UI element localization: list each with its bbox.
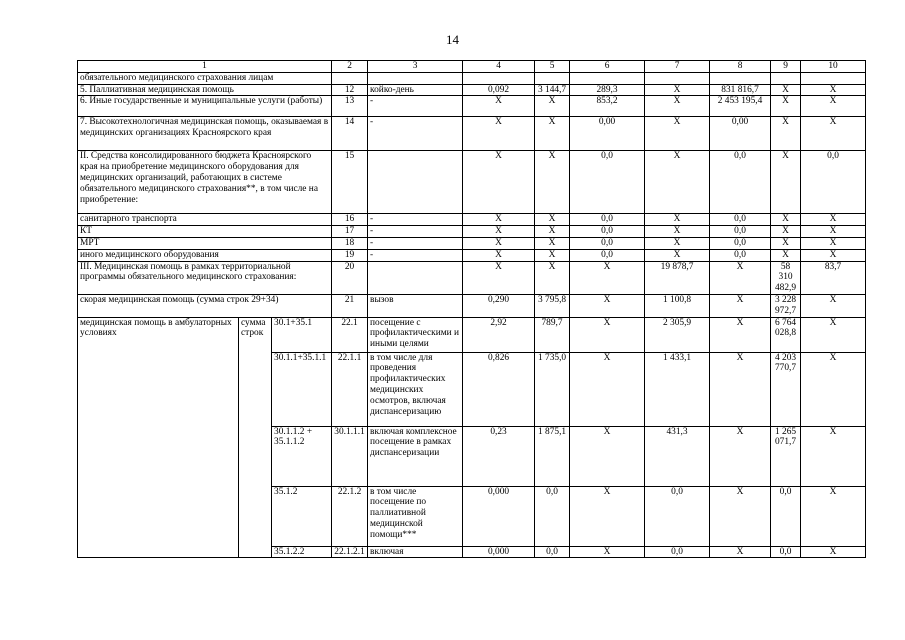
table-cell: X bbox=[801, 426, 866, 486]
table-cell: включая bbox=[368, 546, 463, 558]
table-row bbox=[78, 96, 866, 117]
header-cell: 8 bbox=[710, 61, 771, 73]
table-cell: X bbox=[570, 546, 645, 558]
table-cell: 0,0 bbox=[570, 151, 645, 214]
table-cell: 0,0 bbox=[570, 249, 645, 261]
table-cell: X bbox=[771, 226, 801, 238]
table-cell: 789,7 bbox=[535, 317, 570, 352]
sum-label: сумма строк bbox=[239, 317, 272, 558]
table-cell: 1 735,0 bbox=[535, 352, 570, 426]
table-cell: X bbox=[801, 317, 866, 352]
table-cell: 0,0 bbox=[710, 151, 771, 214]
table-cell: 853,2 bbox=[570, 96, 645, 117]
table-cell: 35.1.2 bbox=[272, 486, 332, 546]
row-label: МРТ bbox=[78, 237, 332, 249]
table-cell: 431,3 bbox=[645, 426, 710, 486]
row-label: III. Медицинская помощь в рамках территориальной программы обязательного медицинского страхования: bbox=[78, 261, 332, 294]
table-cell: X bbox=[570, 261, 645, 294]
table-row bbox=[78, 84, 866, 96]
table-row bbox=[78, 214, 866, 226]
table-cell bbox=[570, 72, 645, 84]
header-cell: 1 bbox=[78, 61, 332, 73]
table-cell: 30.1.1.2 + 35.1.1.2 bbox=[272, 426, 332, 486]
table-cell: 3 228 972,7 bbox=[771, 294, 801, 317]
table-cell: 0,00 bbox=[570, 117, 645, 151]
table-cell: X bbox=[535, 249, 570, 261]
table-cell: X bbox=[463, 237, 535, 249]
table-row bbox=[78, 72, 866, 84]
table-row bbox=[78, 226, 866, 238]
table-cell: 3 795,8 bbox=[535, 294, 570, 317]
row-label: обязательного медицинского страхования лицам bbox=[78, 72, 332, 84]
table-cell bbox=[368, 261, 463, 294]
row-label: 5. Паллиативная медицинская помощь bbox=[78, 84, 332, 96]
table-cell: X bbox=[463, 226, 535, 238]
header-cell: 9 bbox=[771, 61, 801, 73]
table-cell: X bbox=[645, 226, 710, 238]
header-cell: 7 bbox=[645, 61, 710, 73]
table-cell: X bbox=[801, 352, 866, 426]
table-cell: X bbox=[535, 237, 570, 249]
table-cell: 0,0 bbox=[710, 249, 771, 261]
table-cell: 0,0 bbox=[710, 214, 771, 226]
table-cell: 0,0 bbox=[771, 546, 801, 558]
table-cell: X bbox=[570, 486, 645, 546]
row-label: медицинская помощь в амбулаторных условиях bbox=[78, 317, 239, 558]
table-cell: 22.1.2 bbox=[332, 486, 368, 546]
table-cell: X bbox=[801, 214, 866, 226]
table-cell: 0,0 bbox=[570, 226, 645, 238]
table-cell: - bbox=[368, 96, 463, 117]
table-cell: 16 bbox=[332, 214, 368, 226]
table-cell: 22.1.2.1 bbox=[332, 546, 368, 558]
table-cell: вызов bbox=[368, 294, 463, 317]
table-cell: 1 100,8 bbox=[645, 294, 710, 317]
table-cell: 0,092 bbox=[463, 84, 535, 96]
table-cell: 17 bbox=[332, 226, 368, 238]
table-cell: X bbox=[463, 249, 535, 261]
table-cell: 1 433,1 bbox=[645, 352, 710, 426]
table-cell: X bbox=[645, 117, 710, 151]
tariff-table bbox=[77, 60, 866, 558]
table-cell: 0,0 bbox=[645, 546, 710, 558]
table-cell: X bbox=[645, 214, 710, 226]
row-label: 7. Высокотехнологичная медицинская помощь, оказываемая в медицинских организациях Красноярского края bbox=[78, 117, 332, 151]
table-cell: 30.1.1.1 bbox=[332, 426, 368, 486]
table-cell bbox=[710, 72, 771, 84]
table-cell: в том числе для проведения профилактических медицинских осмотров, включая диспансеризацию bbox=[368, 352, 463, 426]
header-cell: 5 bbox=[535, 61, 570, 73]
table-cell: посещение с профилактическими и иными целями bbox=[368, 317, 463, 352]
table-cell: X bbox=[645, 249, 710, 261]
table-row bbox=[78, 117, 866, 151]
table-cell: 0,0 bbox=[535, 486, 570, 546]
table-row bbox=[78, 317, 866, 352]
table-cell: 12 bbox=[332, 84, 368, 96]
table-cell: койко-день bbox=[368, 84, 463, 96]
table-cell: включая комплексное посещение в рамках диспансеризации bbox=[368, 426, 463, 486]
table-cell: X bbox=[710, 486, 771, 546]
table-cell: 1 875,1 bbox=[535, 426, 570, 486]
table-row bbox=[78, 294, 866, 317]
table-cell: X bbox=[771, 117, 801, 151]
header-cell: 10 bbox=[801, 61, 866, 73]
table-row bbox=[78, 237, 866, 249]
page-number: 14 bbox=[446, 32, 459, 47]
row-label: 6. Иные государственные и муниципальные услуги (работы) bbox=[78, 96, 332, 117]
table-cell: X bbox=[771, 214, 801, 226]
table-cell: X bbox=[463, 261, 535, 294]
table-row bbox=[78, 261, 866, 294]
table-cell: 21 bbox=[332, 294, 368, 317]
table-cell: в том числе посещение по паллиативной медицинской помощи*** bbox=[368, 486, 463, 546]
table-cell: X bbox=[535, 214, 570, 226]
table-cell: X bbox=[535, 261, 570, 294]
table-cell: X bbox=[710, 352, 771, 426]
table-cell: X bbox=[801, 117, 866, 151]
table-cell bbox=[463, 72, 535, 84]
table-cell: X bbox=[801, 486, 866, 546]
header-cell: 6 bbox=[570, 61, 645, 73]
table-cell: 6 764 028,8 bbox=[771, 317, 801, 352]
table-cell: 15 bbox=[332, 151, 368, 214]
table-cell: X bbox=[535, 151, 570, 214]
table-cell: 0,290 bbox=[463, 294, 535, 317]
table-cell: X bbox=[771, 249, 801, 261]
table-cell: X bbox=[570, 294, 645, 317]
row-label: II. Средства консолидированного бюджета Красноярского края на приобретение медицинского оборудования для медицинских организаций, работающих в системе обязательного медицинского страхования**, в том числе на приобретение: bbox=[78, 151, 332, 214]
table-cell: 0,0 bbox=[645, 486, 710, 546]
table-cell: 18 bbox=[332, 237, 368, 249]
table-cell: X bbox=[535, 117, 570, 151]
table-cell: 4 203 770,7 bbox=[771, 352, 801, 426]
table-cell: 22.1.1 bbox=[332, 352, 368, 426]
header-row bbox=[78, 61, 866, 73]
table-cell: X bbox=[645, 84, 710, 96]
table-cell: 13 bbox=[332, 96, 368, 117]
table-cell: 83,7 bbox=[801, 261, 866, 294]
table-cell: X bbox=[771, 96, 801, 117]
table-cell: 0,000 bbox=[463, 486, 535, 546]
table-cell bbox=[801, 72, 866, 84]
table-cell: X bbox=[801, 249, 866, 261]
table-cell: X bbox=[463, 214, 535, 226]
table-cell: 35.1.2.2 bbox=[272, 546, 332, 558]
table-cell: 19 878,7 bbox=[645, 261, 710, 294]
table-cell: 0,0 bbox=[570, 214, 645, 226]
table-cell: X bbox=[570, 426, 645, 486]
table-cell: X bbox=[801, 226, 866, 238]
table-cell: - bbox=[368, 117, 463, 151]
table-cell: X bbox=[463, 151, 535, 214]
table-cell bbox=[332, 72, 368, 84]
table-row bbox=[78, 151, 866, 214]
table-cell: 0,0 bbox=[801, 151, 866, 214]
table-cell: X bbox=[645, 237, 710, 249]
table-cell: 1 265 071,7 bbox=[771, 426, 801, 486]
table-cell: X bbox=[710, 426, 771, 486]
table-cell: X bbox=[463, 117, 535, 151]
table-cell: X bbox=[645, 151, 710, 214]
table-cell: X bbox=[463, 96, 535, 117]
table-cell: X bbox=[710, 546, 771, 558]
table-cell: 58 310 482,9 bbox=[771, 261, 801, 294]
table-cell: 289,3 bbox=[570, 84, 645, 96]
table-cell: - bbox=[368, 226, 463, 238]
table-cell: X bbox=[801, 294, 866, 317]
table-cell: 0,23 bbox=[463, 426, 535, 486]
table-cell bbox=[535, 72, 570, 84]
table-cell bbox=[368, 72, 463, 84]
table-cell: X bbox=[645, 96, 710, 117]
table-cell: X bbox=[801, 84, 866, 96]
table-cell: 14 bbox=[332, 117, 368, 151]
table-cell: X bbox=[710, 317, 771, 352]
table-cell: 30.1.1+35.1.1 bbox=[272, 352, 332, 426]
table-cell: X bbox=[771, 84, 801, 96]
header-cell: 4 bbox=[463, 61, 535, 73]
table-cell: X bbox=[710, 294, 771, 317]
table-cell: 22.1 bbox=[332, 317, 368, 352]
table-cell: 0,0 bbox=[710, 237, 771, 249]
table-cell: - bbox=[368, 249, 463, 261]
table-cell: 2 305,9 bbox=[645, 317, 710, 352]
table-cell: 0,0 bbox=[570, 237, 645, 249]
table-cell: 3 144,7 bbox=[535, 84, 570, 96]
table-cell: 0,0 bbox=[771, 486, 801, 546]
row-label: скорая медицинская помощь (сумма строк 29+34) bbox=[78, 294, 332, 317]
table-cell: 0,000 bbox=[463, 546, 535, 558]
table-cell: - bbox=[368, 237, 463, 249]
table-cell: X bbox=[801, 546, 866, 558]
table-cell: 19 bbox=[332, 249, 368, 261]
table-cell: X bbox=[771, 151, 801, 214]
table-cell: 0,0 bbox=[710, 226, 771, 238]
table-row bbox=[78, 249, 866, 261]
table-cell: X bbox=[570, 317, 645, 352]
table-cell: 831 816,7 bbox=[710, 84, 771, 96]
table-cell: 0,826 bbox=[463, 352, 535, 426]
table-cell bbox=[771, 72, 801, 84]
table-cell: X bbox=[570, 352, 645, 426]
header-cell: 2 bbox=[332, 61, 368, 73]
table-cell: X bbox=[771, 237, 801, 249]
table-cell: X bbox=[801, 237, 866, 249]
table-cell: X bbox=[801, 96, 866, 117]
table-cell: 0,0 bbox=[535, 546, 570, 558]
table-cell: 0,00 bbox=[710, 117, 771, 151]
table-cell: 20 bbox=[332, 261, 368, 294]
header-cell: 3 bbox=[368, 61, 463, 73]
table-cell: 2 453 195,4 bbox=[710, 96, 771, 117]
table-cell: 2,92 bbox=[463, 317, 535, 352]
table-cell bbox=[368, 151, 463, 214]
row-label: санитарного транспорта bbox=[78, 214, 332, 226]
table-cell: X bbox=[535, 96, 570, 117]
table-cell bbox=[645, 72, 710, 84]
table-cell: - bbox=[368, 214, 463, 226]
table-cell: X bbox=[535, 226, 570, 238]
row-label: иного медицинского оборудования bbox=[78, 249, 332, 261]
table-cell: X bbox=[710, 261, 771, 294]
table-cell: 30.1+35.1 bbox=[272, 317, 332, 352]
row-label: КТ bbox=[78, 226, 332, 238]
